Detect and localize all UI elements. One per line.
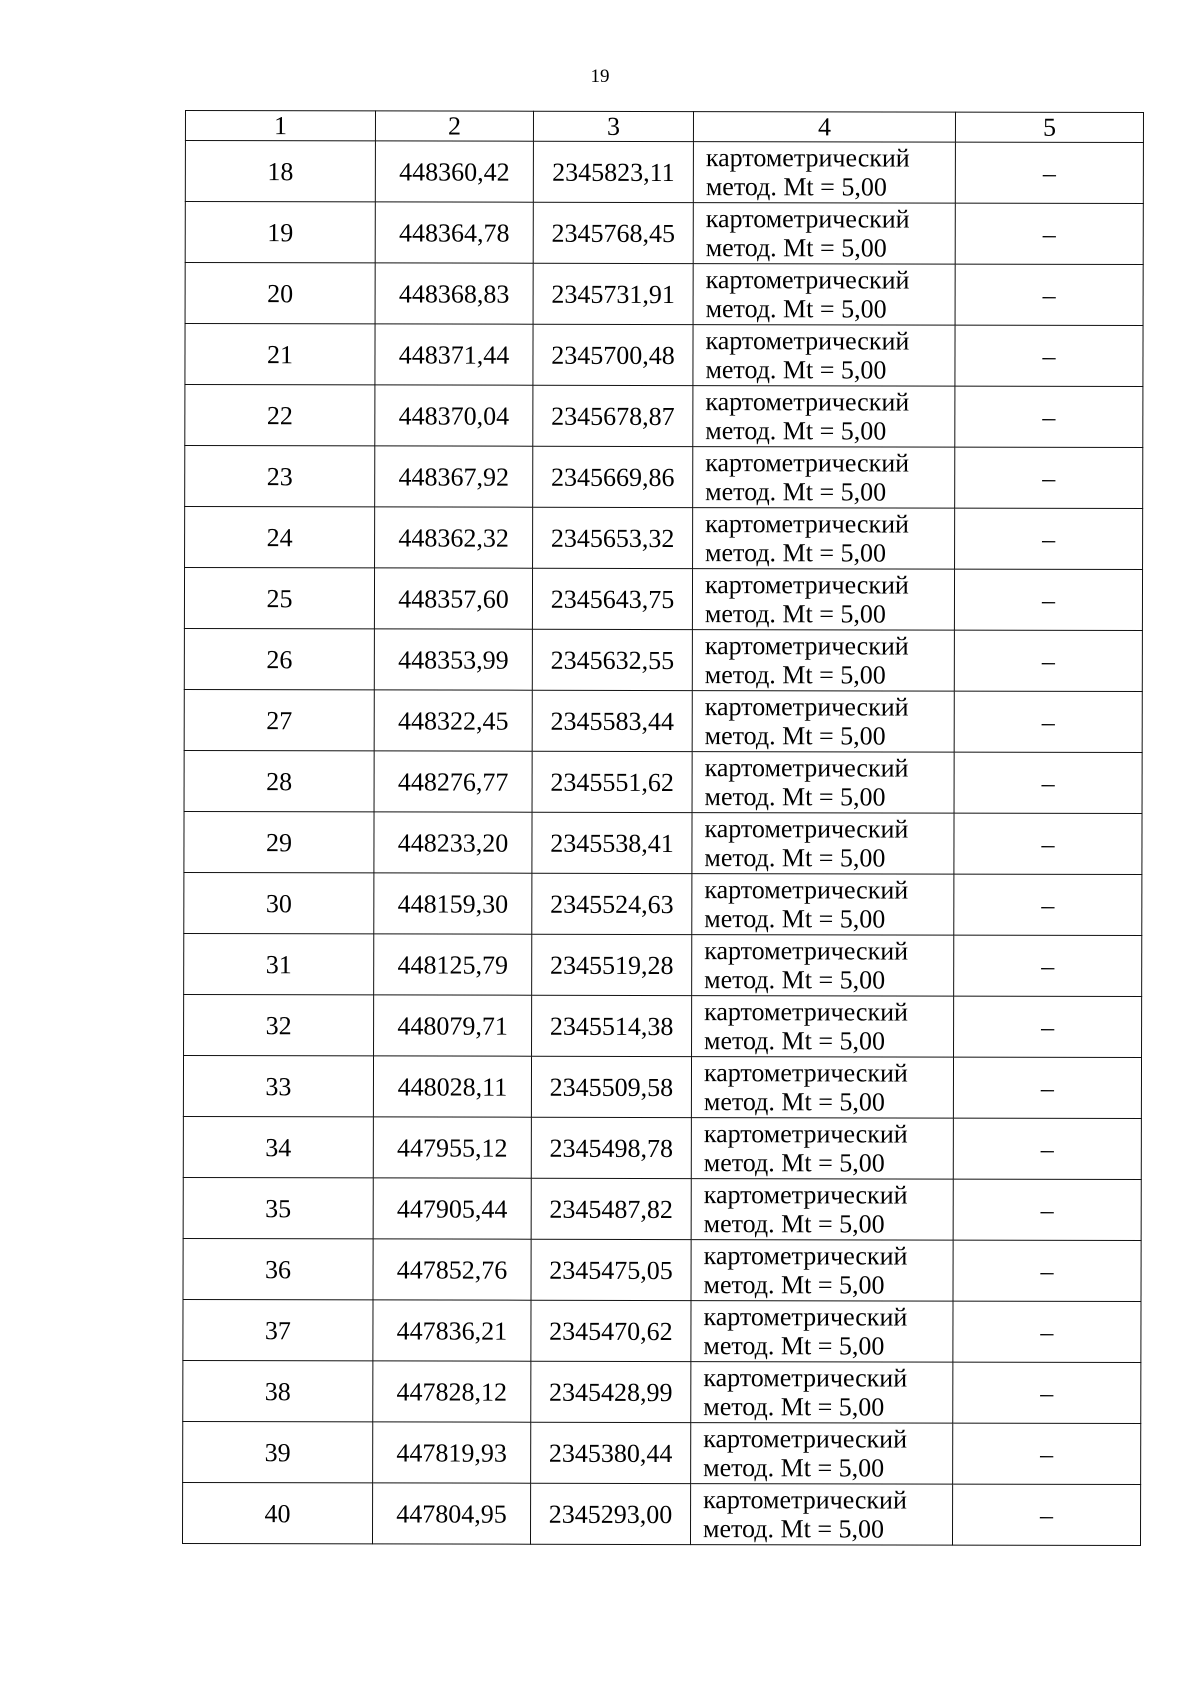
method-line-1: картометрический bbox=[705, 509, 909, 539]
method-line-1: картометрический bbox=[703, 1058, 908, 1088]
method-line-1: картометрический bbox=[704, 753, 909, 783]
x-coordinate-cell: 448367,92 bbox=[375, 446, 533, 507]
method-line-2: метод. Mt = 5,00 bbox=[705, 233, 887, 263]
method-line-1: картометрический bbox=[703, 1241, 908, 1271]
x-coordinate-cell: 448079,71 bbox=[374, 995, 532, 1056]
method-line-2: метод. Mt = 5,00 bbox=[704, 904, 886, 934]
point-number-cell: 35 bbox=[183, 1177, 373, 1238]
y-coordinate-cell: 2345293,00 bbox=[530, 1483, 690, 1544]
table-row bbox=[183, 1421, 1141, 1484]
x-coordinate-cell: 448028,11 bbox=[373, 1056, 531, 1117]
method-line-1: картометрический bbox=[704, 875, 909, 905]
method-line-1: картометрический bbox=[705, 387, 910, 417]
column-5-cell: – bbox=[954, 630, 1142, 691]
point-number-cell: 20 bbox=[185, 263, 375, 324]
x-coordinate-cell: 448371,44 bbox=[375, 324, 533, 385]
method-line-2: метод. Mt = 5,00 bbox=[705, 477, 887, 507]
table-row bbox=[184, 568, 1142, 631]
column-5-cell: – bbox=[954, 569, 1142, 630]
point-number-cell: 27 bbox=[184, 689, 374, 750]
point-number-cell: 33 bbox=[183, 1055, 373, 1116]
y-coordinate-cell: 2345653,32 bbox=[533, 507, 693, 568]
header-col-4: 4 bbox=[693, 112, 955, 143]
table-row bbox=[184, 872, 1142, 935]
method-line-1: картометрический bbox=[703, 1180, 908, 1210]
method-line-2: метод. Mt = 5,00 bbox=[705, 416, 887, 446]
column-5-cell: – bbox=[953, 1240, 1141, 1301]
point-number-cell: 21 bbox=[185, 324, 375, 385]
method-line-2: метод. Mt = 5,00 bbox=[703, 1087, 885, 1117]
y-coordinate-cell: 2345678,87 bbox=[533, 385, 693, 446]
method-cell bbox=[692, 874, 954, 936]
point-number-cell: 40 bbox=[182, 1482, 372, 1543]
method-cell bbox=[692, 935, 954, 997]
y-coordinate-cell: 2345380,44 bbox=[531, 1422, 691, 1483]
y-coordinate-cell: 2345519,28 bbox=[532, 934, 692, 995]
point-number-cell: 39 bbox=[183, 1421, 373, 1482]
header-col-2: 2 bbox=[375, 111, 533, 141]
point-number-cell: 29 bbox=[184, 811, 374, 872]
method-line-2: метод. Mt = 5,00 bbox=[702, 1514, 885, 1544]
table-row bbox=[184, 628, 1142, 691]
table-row bbox=[183, 1177, 1141, 1240]
method-line-1: картометрический bbox=[705, 143, 910, 173]
method-cell bbox=[693, 386, 955, 448]
column-5-cell: – bbox=[953, 1118, 1141, 1179]
table-row bbox=[184, 933, 1142, 996]
method-line-2: метод. Mt = 5,00 bbox=[703, 1270, 885, 1300]
x-coordinate-cell: 448159,30 bbox=[374, 873, 532, 934]
x-coordinate-cell: 448125,79 bbox=[374, 934, 532, 995]
column-5-cell: – bbox=[953, 1301, 1141, 1362]
point-number-cell: 19 bbox=[185, 202, 375, 263]
page-number: 19 bbox=[590, 66, 610, 87]
header-col-1: 1 bbox=[185, 111, 375, 141]
method-line-2: метод. Mt = 5,00 bbox=[703, 1392, 885, 1422]
point-number-cell: 28 bbox=[184, 750, 374, 811]
table-row bbox=[184, 811, 1142, 874]
table-row bbox=[183, 1055, 1141, 1118]
table-row bbox=[183, 1299, 1141, 1362]
method-line-2: метод. Mt = 5,00 bbox=[704, 1026, 886, 1056]
method-line-1: картометрический bbox=[704, 997, 908, 1027]
method-cell bbox=[692, 569, 954, 631]
table-row bbox=[184, 994, 1142, 1057]
x-coordinate-cell: 447804,95 bbox=[372, 1483, 530, 1544]
x-coordinate-cell: 447905,44 bbox=[373, 1178, 531, 1239]
table-header-row bbox=[185, 111, 1143, 143]
y-coordinate-cell: 2345524,63 bbox=[532, 873, 692, 934]
x-coordinate-cell: 447828,12 bbox=[373, 1361, 531, 1422]
column-5-cell: – bbox=[954, 935, 1142, 996]
y-coordinate-cell: 2345632,55 bbox=[532, 629, 692, 690]
method-cell bbox=[690, 1484, 952, 1546]
method-line-1: картометрический bbox=[704, 631, 909, 661]
y-coordinate-cell: 2345700,48 bbox=[533, 324, 693, 385]
table-row bbox=[183, 1360, 1141, 1423]
x-coordinate-cell: 447836,21 bbox=[373, 1300, 531, 1361]
method-line-2: метод. Mt = 5,00 bbox=[704, 660, 886, 690]
method-cell bbox=[693, 264, 955, 326]
method-cell bbox=[693, 447, 955, 509]
point-number-cell: 26 bbox=[184, 628, 374, 689]
x-coordinate-cell: 447819,93 bbox=[373, 1422, 531, 1483]
method-cell bbox=[691, 1118, 953, 1180]
method-cell bbox=[693, 508, 955, 570]
x-coordinate-cell: 448276,77 bbox=[374, 751, 532, 812]
method-line-1: картометрический bbox=[704, 692, 909, 722]
method-cell bbox=[692, 813, 954, 875]
y-coordinate-cell: 2345475,05 bbox=[531, 1239, 691, 1300]
column-5-cell: – bbox=[954, 874, 1142, 935]
method-line-1: картометрический bbox=[703, 1119, 908, 1149]
table-row bbox=[183, 1238, 1141, 1301]
point-number-cell: 30 bbox=[184, 872, 374, 933]
y-coordinate-cell: 2345509,58 bbox=[531, 1056, 691, 1117]
method-line-1: картометрический bbox=[705, 448, 910, 478]
x-coordinate-cell: 448353,99 bbox=[374, 629, 532, 690]
method-cell bbox=[691, 1301, 953, 1363]
table-row bbox=[185, 324, 1143, 387]
x-coordinate-cell: 447852,76 bbox=[373, 1239, 531, 1300]
header-col-5: 5 bbox=[955, 112, 1143, 142]
method-cell bbox=[691, 1362, 953, 1424]
method-line-2: метод. Mt = 5,00 bbox=[704, 782, 886, 812]
method-cell bbox=[691, 1423, 953, 1485]
column-5-cell: – bbox=[954, 691, 1142, 752]
coordinates-table bbox=[182, 110, 1144, 1546]
method-line-1: картометрический bbox=[703, 1424, 908, 1454]
column-5-cell: – bbox=[954, 813, 1142, 874]
method-line-2: метод. Mt = 5,00 bbox=[704, 965, 886, 995]
method-line-2: метод. Mt = 5,00 bbox=[704, 843, 886, 873]
x-coordinate-cell: 448362,32 bbox=[375, 507, 533, 568]
point-number-cell: 18 bbox=[185, 141, 375, 202]
y-coordinate-cell: 2345823,11 bbox=[533, 141, 693, 202]
column-5-cell: – bbox=[954, 996, 1142, 1057]
column-5-cell: – bbox=[955, 386, 1143, 447]
table-row bbox=[185, 141, 1143, 204]
point-number-cell: 24 bbox=[185, 507, 375, 568]
column-5-cell: – bbox=[953, 1057, 1141, 1118]
x-coordinate-cell: 448370,04 bbox=[375, 385, 533, 446]
column-5-cell: – bbox=[955, 325, 1143, 386]
table-row bbox=[184, 689, 1142, 752]
method-cell bbox=[691, 1179, 953, 1241]
method-line-1: картометрический bbox=[704, 936, 909, 966]
y-coordinate-cell: 2345470,62 bbox=[531, 1300, 691, 1361]
method-cell bbox=[693, 325, 955, 387]
method-cell bbox=[693, 203, 955, 265]
method-line-1: картометрический bbox=[705, 326, 910, 356]
x-coordinate-cell: 447955,12 bbox=[373, 1117, 531, 1178]
point-number-cell: 22 bbox=[185, 385, 375, 446]
table-row bbox=[185, 385, 1143, 448]
method-cell bbox=[692, 752, 954, 814]
table-row bbox=[183, 1116, 1141, 1179]
point-number-cell: 25 bbox=[184, 568, 374, 629]
column-5-cell: – bbox=[953, 1179, 1141, 1240]
method-cell bbox=[693, 142, 955, 204]
y-coordinate-cell: 2345514,38 bbox=[532, 995, 692, 1056]
method-line-2: метод. Mt = 5,00 bbox=[705, 538, 887, 568]
x-coordinate-cell: 448233,20 bbox=[374, 812, 532, 873]
point-number-cell: 37 bbox=[183, 1299, 373, 1360]
table-body bbox=[182, 141, 1143, 1546]
y-coordinate-cell: 2345768,45 bbox=[533, 202, 693, 263]
y-coordinate-cell: 2345538,41 bbox=[532, 812, 692, 873]
table-row bbox=[184, 750, 1142, 813]
point-number-cell: 36 bbox=[183, 1238, 373, 1299]
table-row bbox=[185, 446, 1143, 509]
y-coordinate-cell: 2345428,99 bbox=[531, 1361, 691, 1422]
method-line-1: картометрический bbox=[703, 1302, 908, 1332]
x-coordinate-cell: 448322,45 bbox=[374, 690, 532, 751]
point-number-cell: 34 bbox=[183, 1116, 373, 1177]
method-line-2: метод. Mt = 5,00 bbox=[703, 1148, 885, 1178]
method-cell bbox=[691, 1057, 953, 1119]
column-5-cell: – bbox=[953, 1423, 1141, 1484]
column-5-cell: – bbox=[955, 508, 1143, 569]
method-line-2: метод. Mt = 5,00 bbox=[705, 172, 887, 202]
y-coordinate-cell: 2345551,62 bbox=[532, 751, 692, 812]
point-number-cell: 23 bbox=[185, 446, 375, 507]
table-row bbox=[185, 202, 1143, 265]
point-number-cell: 38 bbox=[183, 1360, 373, 1421]
method-line-1: картометрический bbox=[705, 204, 910, 234]
column-5-cell: – bbox=[955, 264, 1143, 325]
method-cell bbox=[692, 996, 954, 1058]
column-5-cell: – bbox=[952, 1484, 1140, 1545]
method-line-2: метод. Mt = 5,00 bbox=[704, 721, 886, 751]
method-line-1: картометрический bbox=[703, 1363, 908, 1393]
point-number-cell: 31 bbox=[184, 933, 374, 994]
method-line-2: метод. Mt = 5,00 bbox=[705, 294, 887, 324]
y-coordinate-cell: 2345669,86 bbox=[533, 446, 693, 507]
method-line-1: картометрический bbox=[703, 1485, 907, 1515]
method-line-1: картометрический bbox=[704, 814, 909, 844]
method-line-2: метод. Mt = 5,00 bbox=[705, 355, 887, 385]
point-number-cell: 32 bbox=[184, 994, 374, 1055]
column-5-cell: – bbox=[955, 447, 1143, 508]
method-line-1: картометрический bbox=[704, 570, 909, 600]
x-coordinate-cell: 448360,42 bbox=[375, 141, 533, 202]
method-line-2: метод. Mt = 5,00 bbox=[704, 599, 886, 629]
method-cell bbox=[692, 691, 954, 753]
column-5-cell: – bbox=[953, 1362, 1141, 1423]
y-coordinate-cell: 2345498,78 bbox=[531, 1117, 691, 1178]
y-coordinate-cell: 2345583,44 bbox=[532, 690, 692, 751]
y-coordinate-cell: 2345731,91 bbox=[533, 263, 693, 324]
x-coordinate-cell: 448357,60 bbox=[374, 568, 532, 629]
x-coordinate-cell: 448364,78 bbox=[375, 202, 533, 263]
method-line-2: метод. Mt = 5,00 bbox=[703, 1209, 885, 1239]
column-5-cell: – bbox=[955, 142, 1143, 203]
method-line-2: метод. Mt = 5,00 bbox=[703, 1331, 885, 1361]
header-col-3: 3 bbox=[533, 111, 693, 141]
method-line-2: метод. Mt = 5,00 bbox=[703, 1453, 885, 1483]
table-row bbox=[182, 1482, 1140, 1545]
x-coordinate-cell: 448368,83 bbox=[375, 263, 533, 324]
table-row bbox=[185, 263, 1143, 326]
method-cell bbox=[692, 630, 954, 692]
column-5-cell: – bbox=[955, 203, 1143, 264]
table-row bbox=[185, 507, 1143, 570]
y-coordinate-cell: 2345643,75 bbox=[532, 568, 692, 629]
method-line-1: картометрический bbox=[705, 265, 910, 295]
method-cell bbox=[691, 1240, 953, 1302]
column-5-cell: – bbox=[954, 752, 1142, 813]
y-coordinate-cell: 2345487,82 bbox=[531, 1178, 691, 1239]
